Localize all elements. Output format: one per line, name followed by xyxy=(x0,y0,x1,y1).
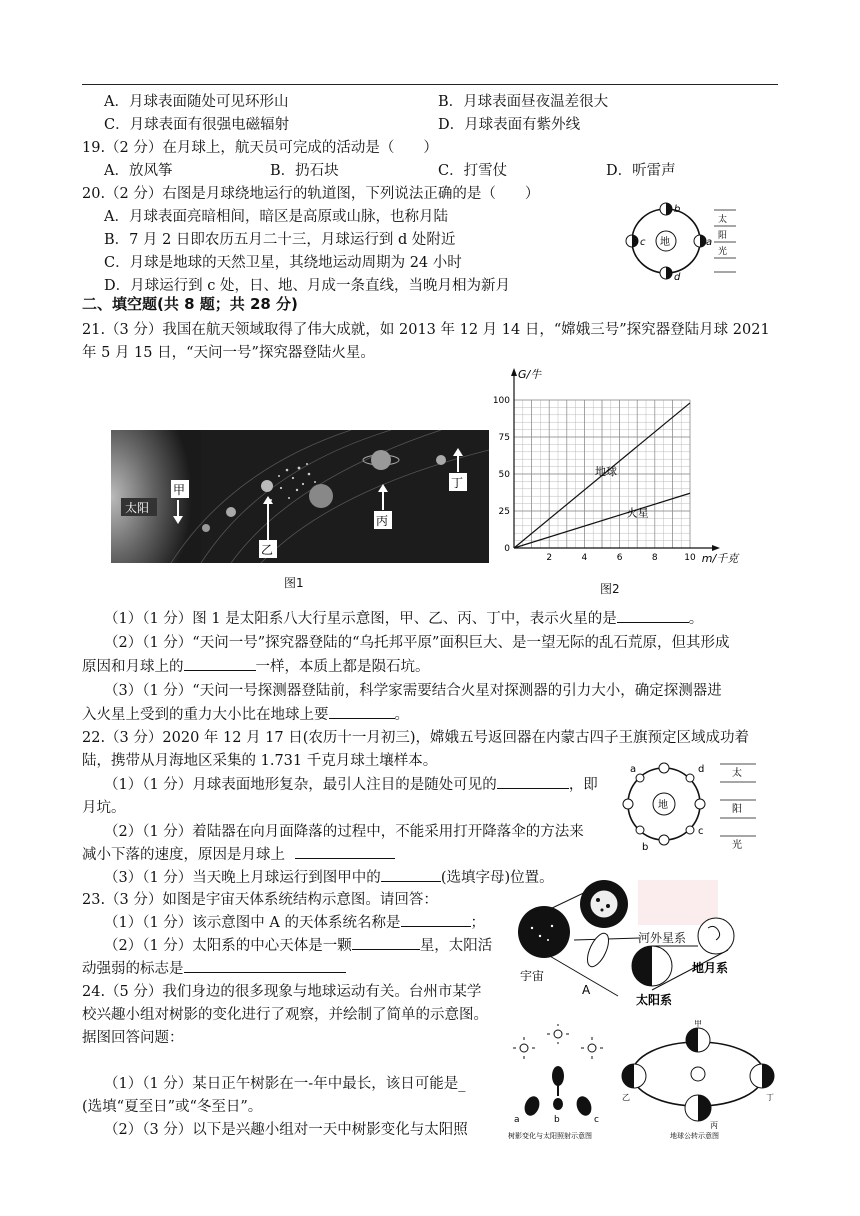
q23-system-figure xyxy=(518,880,758,1010)
svg-text:地: 地 xyxy=(658,800,668,811)
y-axis-arrow xyxy=(511,368,517,376)
q19-stem: 19.（2 分）在月球上，航天员可完成的活动是（ ） xyxy=(82,140,438,156)
y-tick-label: 50 xyxy=(498,470,510,480)
y-tick-label: 100 xyxy=(492,396,510,406)
x-axis-arrow xyxy=(712,545,720,551)
q18-option-b: B．月球表面昼夜温差很大 xyxy=(438,94,609,110)
moon-icon xyxy=(686,774,694,782)
q18-option-a: A．月球表面随处可见环形山 xyxy=(104,94,289,110)
svg-text:甲: 甲 xyxy=(694,1020,702,1028)
q20-option-a: A．月球表面亮暗相间，暗区是高原或山脉，也称月陆 xyxy=(104,209,448,225)
label-ding: 丁 xyxy=(451,476,464,490)
q22-part2-line1: （2）（1 分）着陆器在向月面降落的过程中，不能采用打开降落伞的方法来 xyxy=(104,824,584,840)
universe-icon xyxy=(518,906,570,958)
q19-option-a: A．放风筝 xyxy=(104,163,173,179)
q20-orbit-figure xyxy=(618,196,746,286)
svg-text:太: 太 xyxy=(718,215,728,225)
x-tick-label: 10 xyxy=(684,553,696,563)
svg-text:A: A xyxy=(582,983,591,997)
q21-part2-line1: （2）（1 分）“天问一号”探究器登陆的“乌托邦平原”面积巨大、是一望无际的乱石荒原，但其形成 xyxy=(104,635,730,651)
q21-stem-line1: 21.（3 分）我国在航天领域取得了伟大成就，如 2013 年 12 月 14 日，“嫦娥三号”探究器登陆月球 2021 xyxy=(82,322,770,338)
q23-part2-line2: 动强弱的标志是 xyxy=(82,957,346,978)
sun-icon xyxy=(691,1067,705,1081)
q24-part1-line2: (选填“夏至日”或“冬至日”。 xyxy=(82,1099,263,1115)
moon-icon xyxy=(623,799,633,809)
moon-icon xyxy=(686,826,694,834)
answer-blank[interactable] xyxy=(329,718,395,719)
y-tick-label: 25 xyxy=(498,507,510,517)
q24-part1-line1: （1）（1 分）某日正午树影在一-年中最长，该日可能是_ xyxy=(104,1076,466,1092)
svg-text:地月系: 地月系 xyxy=(692,961,729,975)
svg-text:乙: 乙 xyxy=(622,1093,630,1102)
svg-text:d: d xyxy=(674,272,681,283)
y-axis-label: G/牛 xyxy=(518,368,542,381)
moon-icon xyxy=(659,835,669,845)
answer-blank[interactable] xyxy=(381,881,441,882)
svg-text:丙: 丙 xyxy=(710,1121,718,1130)
svg-text:河外星系: 河外星系 xyxy=(638,931,687,945)
earth-moon-icon xyxy=(698,918,734,954)
svg-text:b: b xyxy=(554,1115,560,1125)
moon-icon xyxy=(695,799,705,809)
q20-stem: 20.（2 分）右图是月球绕地运行的轨道图，下列说法正确的是（ ） xyxy=(82,186,540,202)
q18-option-c: C．月球表面有很强电磁辐射 xyxy=(104,117,290,133)
series-label-earth: 地球 xyxy=(594,465,617,479)
moon-icon xyxy=(659,763,669,773)
svg-text:a: a xyxy=(514,1115,520,1125)
q23-part2-line1: （2）（1 分）太阳系的中心天体是一颗 星，太阳活 xyxy=(104,938,493,954)
q21-stem-line2: 年 5 月 15 日，“天问一号”探究器登陆火星。 xyxy=(82,345,375,361)
q21-part2-line2: 原因和月球上的 一样，本质上都是陨石坑。 xyxy=(82,659,430,675)
svg-text:阳: 阳 xyxy=(732,804,742,815)
svg-text:c: c xyxy=(698,826,704,837)
q24-stem-line2: 校兴趣小组对树影的变化进行了观察，并绘制了简单的示意图。 xyxy=(82,1007,488,1023)
header-rule xyxy=(82,84,778,85)
svg-text:光: 光 xyxy=(732,840,742,851)
planet-mercury xyxy=(202,524,210,532)
label-jia: 甲 xyxy=(173,483,186,497)
planet-uranus xyxy=(436,455,446,465)
svg-text:地球公转示意图: 地球公转示意图 xyxy=(670,1132,719,1140)
q22-stem-line1: 22.（3 分）2020 年 12 月 17 日(农历十一月初三)，嫦娥五号返回器在内蒙古四子王旗预定区域成功着 xyxy=(82,730,750,746)
q20-option-d: D．月球运行到 c 处，日、地、月成一条直线，当晚月相为新月 xyxy=(104,278,510,294)
sun-icon xyxy=(513,1024,603,1059)
svg-text:丁: 丁 xyxy=(766,1093,774,1102)
q22-part3: （3）（1 分）当天晚上月球运行到图甲中的 (选填字母)位置。 xyxy=(104,870,554,886)
svg-text:光: 光 xyxy=(718,247,728,257)
answer-blank[interactable] xyxy=(401,926,471,927)
svg-text:c: c xyxy=(640,237,646,248)
x-tick-label: 8 xyxy=(651,553,658,563)
figure-2-chart xyxy=(490,360,770,572)
moon-icon xyxy=(636,774,644,782)
q22-part2-line2: 减小下落的速度，原因是月球上 xyxy=(82,843,395,864)
series-label-mars: 火星 xyxy=(626,506,649,520)
q22-part1-line1: （1）（1 分）月球表面地形复杂，最引人注目的是随处可见的 ，即 xyxy=(104,777,598,793)
svg-text:a: a xyxy=(630,764,637,775)
moon-icon xyxy=(636,826,644,834)
section-2-title: 二、填空题(共 8 题；共 28 分) xyxy=(82,295,298,313)
answer-blank[interactable] xyxy=(352,949,420,950)
svg-text:b: b xyxy=(642,842,649,852)
y-tick-label: 0 xyxy=(504,544,510,554)
q18-option-d: D．月球表面有紫外线 xyxy=(438,117,581,133)
planet-saturn xyxy=(371,450,391,470)
milky-way-icon xyxy=(583,930,613,969)
q24-stem-line1: 24.（5 分）我们身边的很多现象与地球运动有关。台州市某学 xyxy=(82,984,482,1000)
svg-text:宇宙: 宇宙 xyxy=(520,969,545,983)
x-tick-label: 2 xyxy=(546,553,553,563)
tree-shadow-figure xyxy=(506,1024,610,1142)
answer-blank[interactable] xyxy=(497,788,569,789)
svg-text:太阳系: 太阳系 xyxy=(636,993,673,1007)
q20-option-b: B．7 月 2 日即农历五月二十三，月球运行到 d 处附近 xyxy=(104,232,456,248)
figure-1-caption: 图1 xyxy=(284,576,304,590)
earth-revolution-figure xyxy=(620,1020,776,1142)
earth-label: 地 xyxy=(660,237,670,248)
q19-option-d: D．听雷声 xyxy=(606,163,676,179)
q19-option-b: B．扔石块 xyxy=(270,163,339,179)
answer-blank[interactable] xyxy=(295,858,395,859)
x-axis-label: m/千克 xyxy=(701,552,739,565)
q21-part3-line2: 入火星上受到的重力大小比在地球上要 。 xyxy=(82,707,409,723)
planet-venus xyxy=(226,507,236,517)
q21-part3-line1: （3）（1 分）“天问一号探测器登陆前，科学家需要结合火星对探测器的引力大小，确定探测器进 xyxy=(104,683,722,699)
q21-part1: （1）（1 分）图 1 是太阳系八大行星示意图，甲、乙、丙、丁中，表示火星的是 。 xyxy=(104,611,704,627)
q23-part1: （1）（1 分）该示意图中 A 的天体系统名称是 ； xyxy=(104,915,485,931)
planet-jupiter xyxy=(309,484,333,508)
svg-text:太: 太 xyxy=(732,768,742,779)
label-yi: 乙 xyxy=(261,543,274,557)
answer-blank[interactable] xyxy=(617,622,689,623)
q23-stem: 23.（3 分）如图是宇宙天体系统结构示意图。请回答： xyxy=(82,892,438,908)
y-tick-label: 75 xyxy=(498,433,510,443)
solar-system-image xyxy=(111,430,489,563)
q22-stem-line2: 陆，携带从月海地区采集的 1.731 千克月球土壤样本。 xyxy=(82,753,438,769)
answer-blank[interactable] xyxy=(184,972,346,973)
svg-text:树影变化与太阳照射示意图: 树影变化与太阳照射示意图 xyxy=(508,1132,592,1140)
label-bing: 丙 xyxy=(376,514,389,528)
q20-option-c: C．月球是地球的天然卫星，其绕地运动周期为 24 小时 xyxy=(104,255,462,271)
sun-label: 太阳 xyxy=(125,501,150,515)
q24-stem-line3: 据图回答问题： xyxy=(82,1030,184,1046)
q19-option-c: C．打雪仗 xyxy=(438,163,508,179)
svg-text:c: c xyxy=(594,1115,599,1125)
answer-blank[interactable] xyxy=(184,670,256,671)
tree-icon xyxy=(552,1066,564,1086)
x-tick-label: 4 xyxy=(581,553,588,563)
q22-part1-line2: 月坑。 xyxy=(82,800,126,816)
q22-orbit-figure xyxy=(620,756,760,852)
planet-earth xyxy=(261,480,273,492)
svg-text:b: b xyxy=(674,204,681,215)
figure-2-caption: 图2 xyxy=(600,582,620,596)
svg-text:d: d xyxy=(698,764,705,775)
svg-text:a: a xyxy=(706,237,713,248)
x-tick-label: 6 xyxy=(616,553,623,563)
q24-part2: （2）（3 分）以下是兴趣小组对一天中树影变化与太阳照 xyxy=(104,1122,468,1138)
svg-text:阳: 阳 xyxy=(718,231,728,241)
